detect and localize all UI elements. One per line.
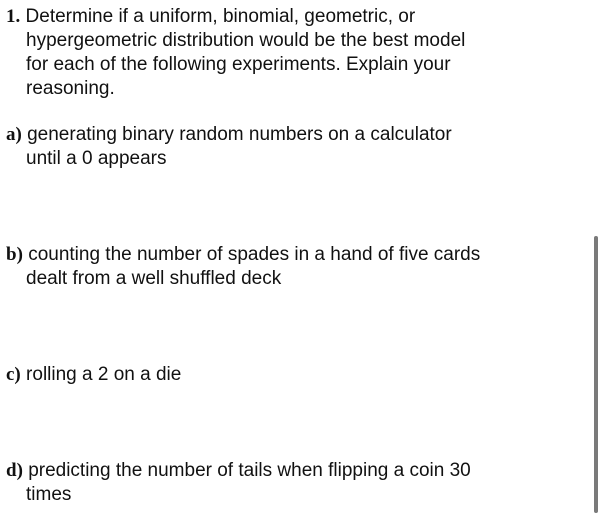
question-text-line-2: hypergeometric distribution would be the best model [26, 30, 466, 51]
part-a-marker: a) [6, 124, 22, 145]
question-1 [6, 5, 566, 101]
part-d-text-line-1: predicting the number of tails when flipping a coin 30 [28, 460, 471, 481]
part-a-text-line-1: generating binary random numbers on a calculator [27, 124, 452, 145]
part-a-text-line-2: until a 0 appears [26, 148, 167, 169]
part-b [6, 243, 566, 291]
part-b-text-line-1: counting the number of spades in a hand of five cards [28, 244, 481, 265]
part-d-marker: d) [6, 460, 23, 481]
part-c-marker: c) [6, 364, 21, 385]
part-b-text-line-2: dealt from a well shuffled deck [26, 268, 282, 289]
part-c [6, 363, 566, 387]
question-text-line-4: reasoning. [26, 78, 115, 99]
part-d [6, 459, 566, 507]
part-b-marker: b) [6, 244, 23, 265]
part-c-text-line-1: rolling a 2 on a die [26, 364, 182, 385]
question-text-line-3: for each of the following experiments. Explain your [26, 54, 451, 75]
part-a [6, 123, 566, 171]
question-number: 1. [6, 6, 21, 27]
vertical-scrollbar[interactable] [594, 236, 598, 513]
question-text-line-1: Determine if a uniform, binomial, geometric, or [25, 6, 416, 27]
part-d-text-line-2: times [26, 484, 72, 505]
